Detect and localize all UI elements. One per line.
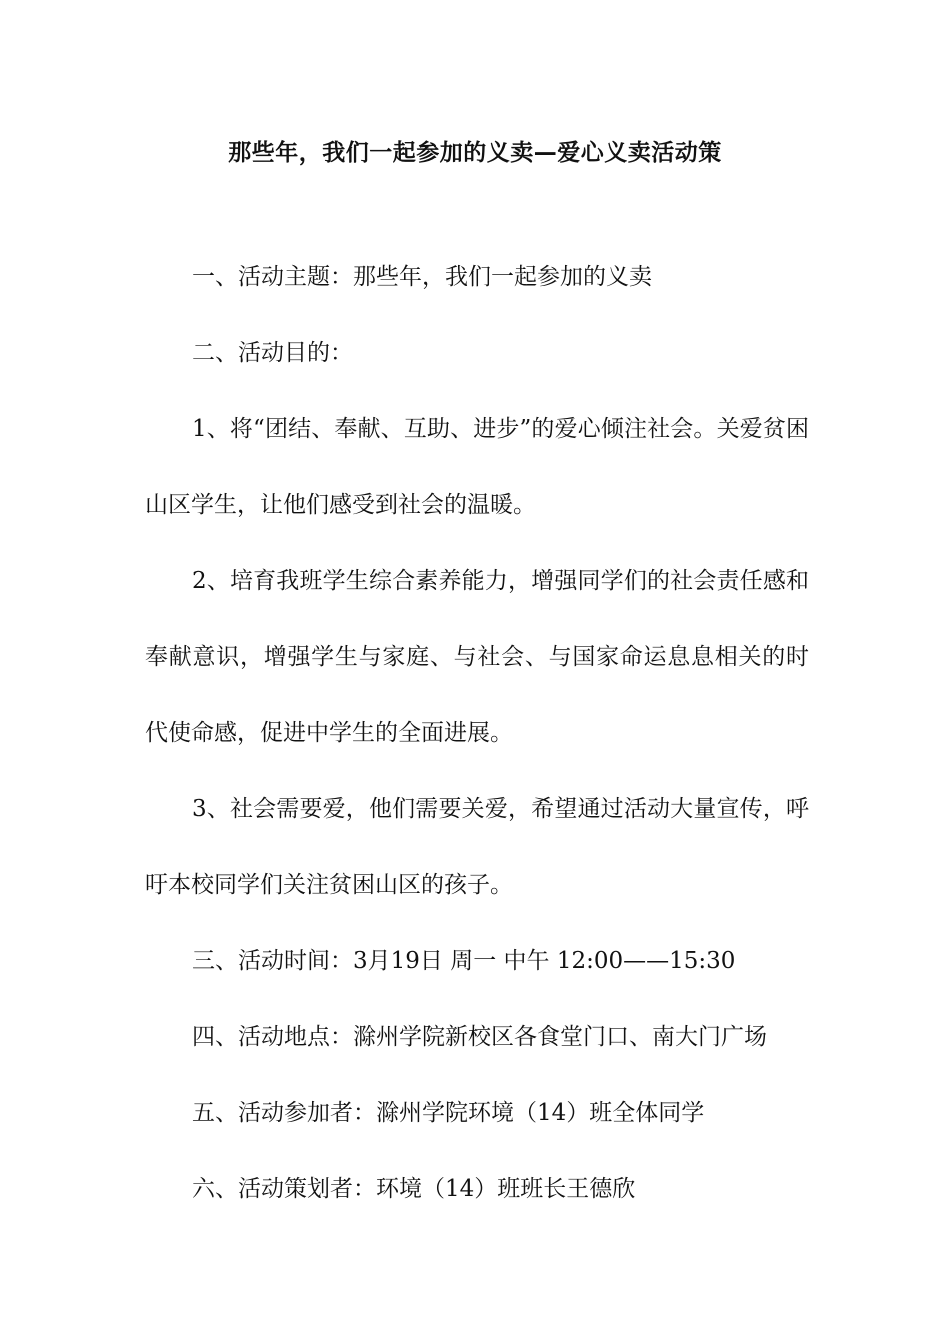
document-body bbox=[145, 258, 809, 1246]
paragraph-theme: 一、活动主题：那些年，我们一起参加的义卖 bbox=[192, 264, 652, 290]
paragraph-purpose-3: 3、社会需要爱，他们需要关爱，希望通过活动大量宣传，呼吁本校同学们关注贫困山区的孩子。 bbox=[145, 796, 809, 898]
paragraph-purpose-heading: 二、活动目的： bbox=[192, 340, 353, 366]
paragraph-participants: 五、活动参加者：滁州学院环境（14）班全体同学 bbox=[192, 1100, 705, 1126]
paragraph-location: 四、活动地点：滁州学院新校区各食堂门口、南大门广场 bbox=[192, 1024, 767, 1050]
paragraph-planner: 六、活动策划者：环境（14）班班长王德欣 bbox=[192, 1176, 636, 1202]
document-title: 那些年，我们一起参加的义卖—爱心义卖活动策 bbox=[228, 140, 722, 166]
paragraph-time: 三、活动时间：3月19日 周一 中午 12:00——15:30 bbox=[192, 948, 736, 974]
paragraph-purpose-2: 2、培育我班学生综合素养能力，增强同学们的社会责任感和奉献意识，增强学生与家庭、与社会、与国家命运息息相关的时代使命感，促进中学生的全面进展。 bbox=[145, 568, 809, 746]
paragraph-purpose-1: 1、将“团结、奉献、互助、进步”的爱心倾注社会。关爱贫困山区学生，让他们感受到社会的温暖。 bbox=[145, 416, 809, 518]
